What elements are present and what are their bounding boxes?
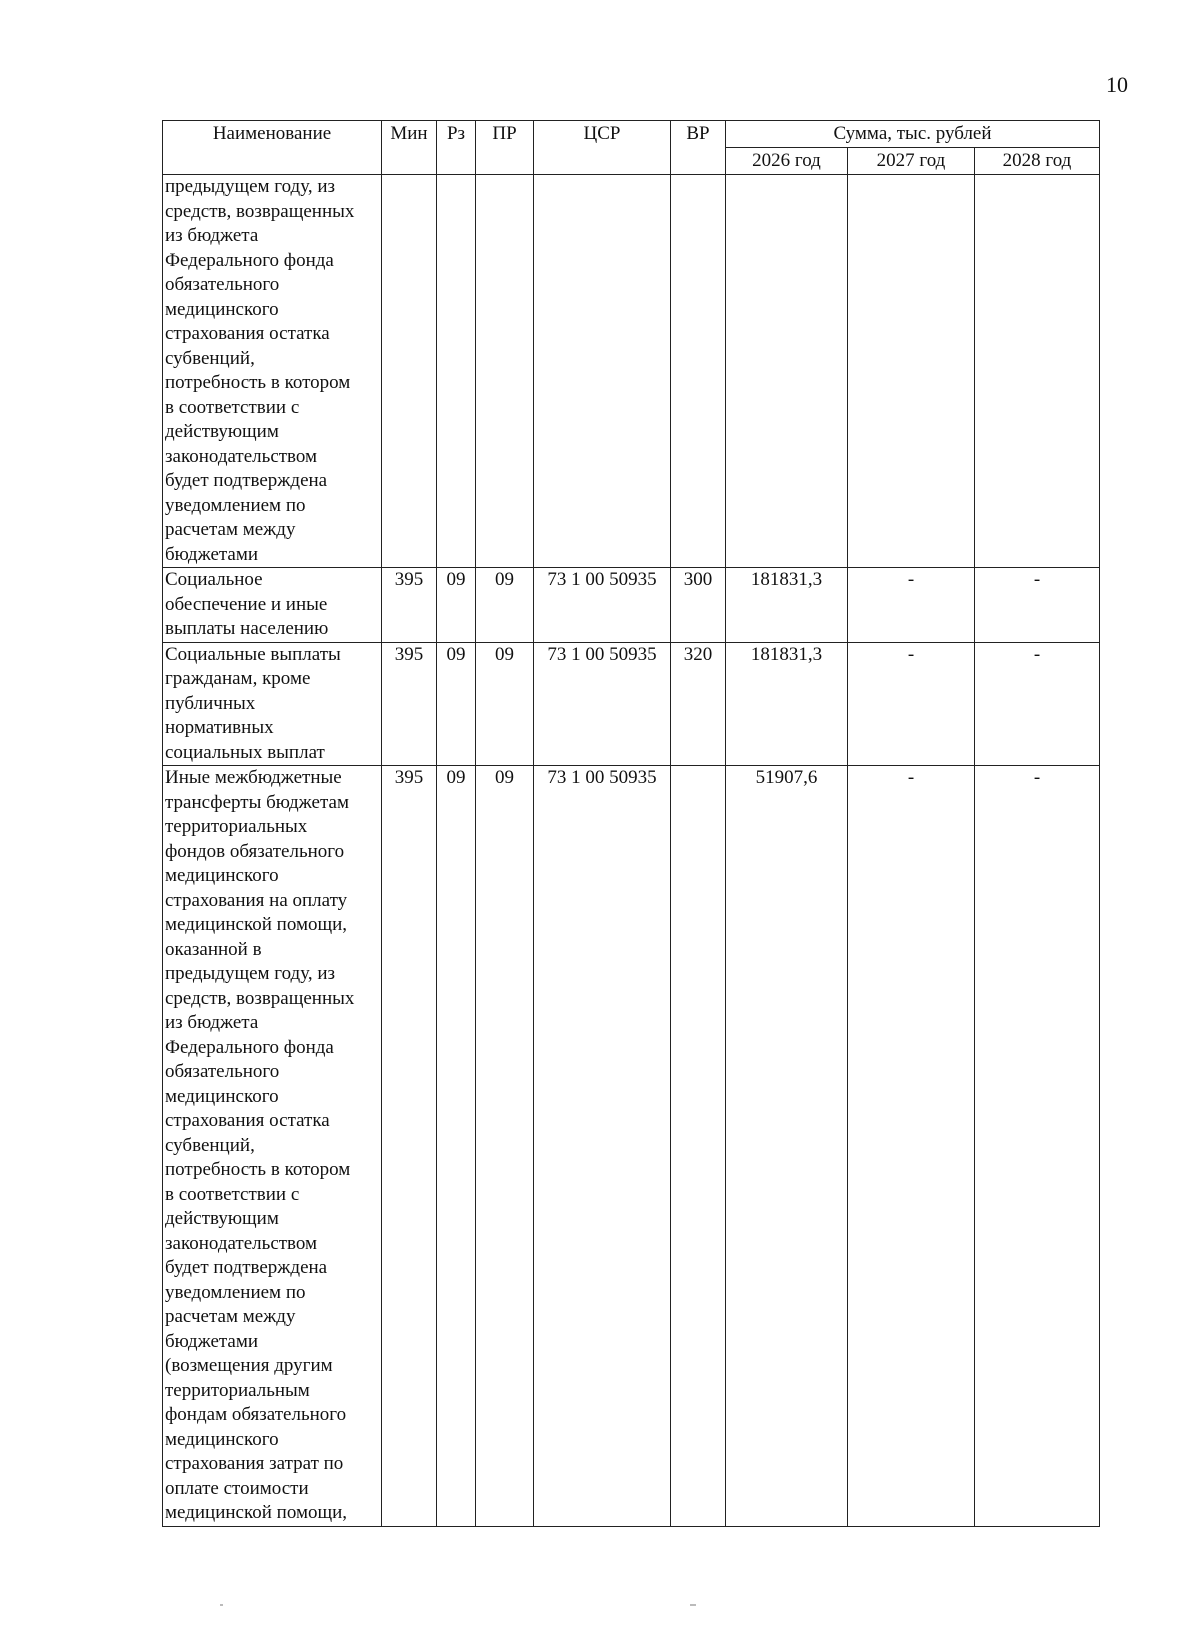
name-line: медицинской помощи,: [165, 914, 348, 935]
cell-vr: [671, 175, 726, 568]
table-row: [163, 642, 1100, 766]
name-line: фондов обязательного: [165, 840, 345, 862]
cell-rz: 09: [437, 642, 476, 766]
name-line: гражданам, кроме: [165, 668, 311, 689]
page-number: 10: [1106, 72, 1128, 97]
name-line: территориальным: [165, 1379, 310, 1401]
cell-pr: 09: [476, 642, 534, 766]
name-line: в соответствии с: [165, 396, 300, 418]
cell-rz: [437, 175, 476, 568]
name-line: законодательством: [165, 445, 318, 467]
cell-rz: 09: [437, 568, 476, 643]
name-line: нормативных: [165, 717, 274, 738]
cell-min: 395: [382, 766, 437, 1527]
name-line: бюджетами: [165, 543, 259, 565]
name-line: оплате стоимости: [165, 1477, 309, 1499]
name-line: предыдущем году, из: [165, 176, 335, 197]
header-csr: ЦСР: [534, 121, 671, 175]
header-vr: ВР: [671, 121, 726, 175]
cell-vr: [671, 766, 726, 1527]
cell-y2028: [975, 175, 1100, 568]
name-line: обеспечение и иные: [165, 593, 328, 615]
header-year-2027: 2027 год: [848, 148, 975, 175]
name-line: выплаты населению: [165, 618, 329, 639]
name-line: законодательством: [165, 1232, 318, 1254]
table-row: [163, 766, 1100, 1527]
name-line: медицинского: [165, 865, 279, 886]
name-line: страхования затрат по: [165, 1453, 344, 1474]
name-line: из бюджета: [165, 1012, 259, 1033]
name-line: страхования остатка: [165, 323, 330, 344]
cell-y2028: -: [975, 766, 1100, 1527]
name-line: средств, возвращенных: [165, 987, 355, 1009]
name-line: расчетам между: [165, 519, 296, 540]
name-line: субвенций,: [165, 1134, 255, 1156]
header-rz: Рз: [437, 121, 476, 175]
name-line: Социальные выплаты: [165, 643, 341, 665]
scan-speck: [220, 1604, 223, 1606]
cell-name: [163, 642, 382, 766]
header-pr: ПР: [476, 121, 534, 175]
table-body: [163, 175, 1100, 1527]
name-line: (возмещения другим: [165, 1355, 333, 1376]
cell-min: 395: [382, 642, 437, 766]
cell-pr: [476, 175, 534, 568]
cell-y2027: [848, 175, 975, 568]
cell-y2026: 181831,3: [726, 642, 848, 766]
name-line: Социальное: [165, 569, 263, 590]
name-line: обязательного: [165, 1061, 280, 1082]
name-line: предыдущем году, из: [165, 963, 335, 984]
header-min: Мин: [382, 121, 437, 175]
cell-csr: 73 1 00 50935: [534, 642, 671, 766]
name-line: расчетам между: [165, 1306, 296, 1327]
name-line: уведомлением по: [165, 1281, 306, 1303]
cell-name: [163, 766, 382, 1527]
name-line: социальных выплат: [165, 741, 325, 763]
cell-y2026: 181831,3: [726, 568, 848, 643]
name-line: трансферты бюджетам: [165, 791, 349, 813]
cell-pr: 09: [476, 568, 534, 643]
name-line: потребность в котором: [165, 1159, 351, 1180]
name-line: фондам обязательного: [165, 1404, 347, 1425]
name-line: будет подтверждена: [165, 1257, 328, 1278]
cell-min: 395: [382, 568, 437, 643]
name-line: страхования остатка: [165, 1110, 330, 1131]
table-header: [163, 121, 1100, 175]
table-row: [163, 175, 1100, 568]
header-name: Наименование: [163, 121, 382, 175]
cell-name: [163, 175, 382, 568]
name-line: Федерального фонда: [165, 249, 334, 271]
name-line: уведомлением по: [165, 494, 306, 516]
cell-y2028: -: [975, 642, 1100, 766]
name-line: медицинской помощи,: [165, 1502, 348, 1523]
name-line: бюджетами: [165, 1330, 259, 1352]
budget-table: [162, 120, 1100, 1527]
cell-csr: 73 1 00 50935: [534, 766, 671, 1527]
header-year-2028: 2028 год: [975, 148, 1100, 175]
name-line: медицинского: [165, 298, 279, 320]
name-line: обязательного: [165, 274, 280, 295]
cell-rz: 09: [437, 766, 476, 1527]
name-line: медицинского: [165, 1085, 279, 1107]
name-line: потребность в котором: [165, 372, 351, 393]
name-line: Иные межбюджетные: [165, 767, 342, 788]
cell-y2028: -: [975, 568, 1100, 643]
cell-csr: [534, 175, 671, 568]
name-line: публичных: [165, 692, 256, 714]
cell-y2027: -: [848, 568, 975, 643]
header-year-2026: 2026 год: [726, 148, 848, 175]
name-line: действующим: [165, 1208, 279, 1229]
cell-pr: 09: [476, 766, 534, 1527]
name-line: субвенций,: [165, 347, 255, 369]
name-line: Федерального фонда: [165, 1036, 334, 1058]
cell-y2026: [726, 175, 848, 568]
name-line: действующим: [165, 421, 279, 442]
cell-y2027: -: [848, 766, 975, 1527]
cell-name: [163, 568, 382, 643]
cell-vr: 300: [671, 568, 726, 643]
name-line: из бюджета: [165, 225, 259, 246]
name-line: будет подтверждена: [165, 470, 328, 491]
cell-y2026: 51907,6: [726, 766, 848, 1527]
cell-vr: 320: [671, 642, 726, 766]
name-line: страхования на оплату: [165, 889, 348, 911]
name-line: средств, возвращенных: [165, 200, 355, 222]
name-line: территориальных: [165, 816, 308, 837]
cell-min: [382, 175, 437, 568]
scan-speck: [690, 1604, 696, 1606]
cell-y2027: -: [848, 642, 975, 766]
cell-csr: 73 1 00 50935: [534, 568, 671, 643]
name-line: оказанной в: [165, 938, 262, 960]
header-sum-group: Сумма, тыс. рублей: [726, 121, 1100, 148]
name-line: медицинского: [165, 1428, 279, 1450]
table-row: [163, 568, 1100, 643]
name-line: в соответствии с: [165, 1183, 300, 1205]
